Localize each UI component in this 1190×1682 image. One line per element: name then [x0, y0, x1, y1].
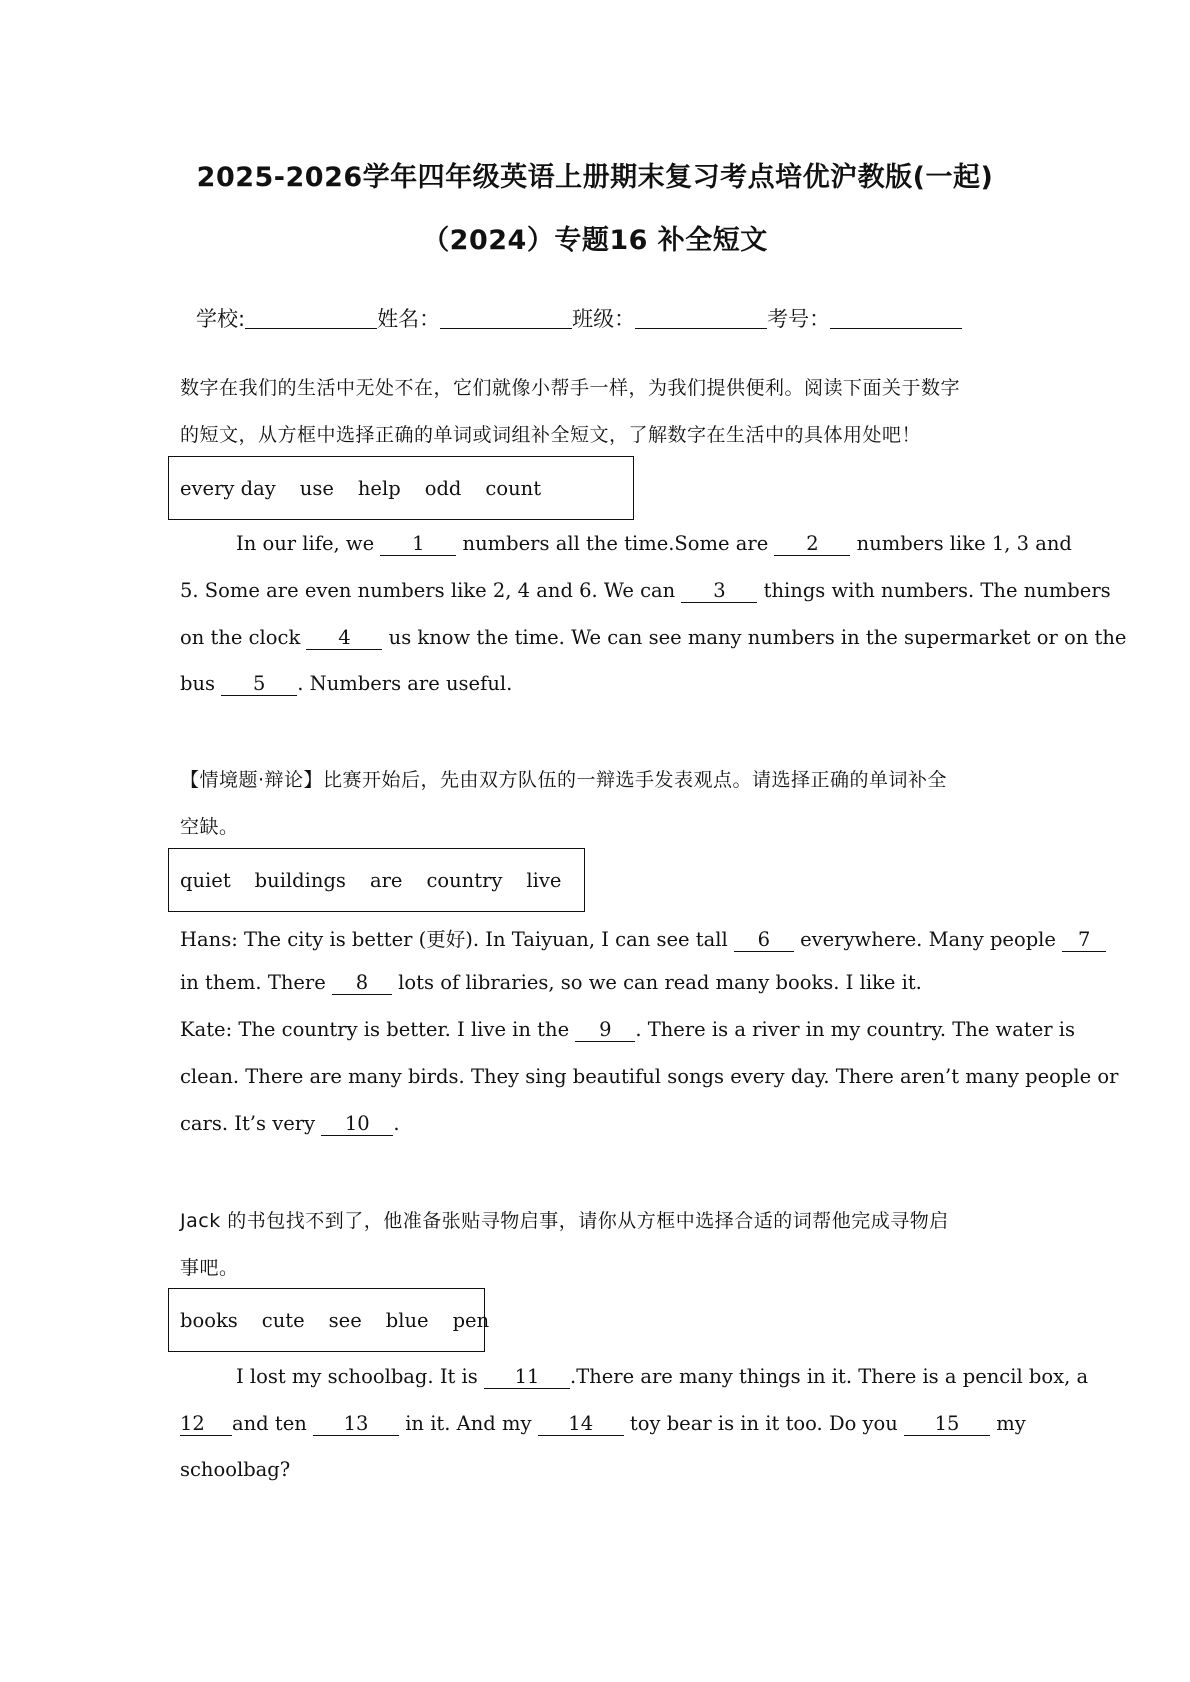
dialogue-line — [180, 1018, 1075, 1042]
passage-text: on the clock — [180, 626, 307, 649]
section1-intro-line1: 数字在我们的生活中无处不在，它们就像小帮手一样，为我们提供便利。阅读下面关于数字 — [180, 377, 961, 399]
passage-text: In our life, we — [236, 532, 381, 555]
passage-text: . There is a river in my country. The water is — [635, 1018, 1075, 1041]
name-label: 姓名： — [377, 307, 441, 331]
blank-8[interactable]: 8 — [332, 972, 392, 995]
blank-13[interactable]: 13 — [313, 1413, 399, 1436]
dialogue-line — [180, 1112, 400, 1136]
passage-text: . Numbers are useful. — [297, 672, 513, 695]
passage-text: things with numbers. The numbers — [757, 579, 1111, 602]
word-bank-item: help — [357, 476, 401, 500]
word-bank-item: are — [369, 868, 403, 892]
word-bank-item: quiet — [180, 868, 231, 892]
word-bank-item: blue — [385, 1308, 429, 1332]
notice-line: schoolbag? — [180, 1458, 291, 1481]
blank-6[interactable]: 6 — [734, 929, 794, 952]
name-field[interactable] — [440, 308, 572, 329]
passage1-line — [180, 579, 1111, 603]
dialogue-line: clean. There are many birds. They sing beautiful songs every day. There aren’t many people or — [180, 1065, 1119, 1088]
section3-intro-line2: 事吧。 — [180, 1257, 239, 1279]
blank-9[interactable]: 9 — [575, 1019, 635, 1042]
school-label: 学校: — [196, 307, 246, 331]
blank-2[interactable]: 2 — [774, 533, 850, 556]
page-title: 2025-2026学年四年级英语上册期末复习考点培优沪教版(一起) — [196, 162, 994, 193]
passage-text: 5. Some are even numbers like 2, 4 and 6. We can — [180, 579, 682, 602]
student-info-row — [196, 303, 962, 333]
school-field[interactable] — [245, 308, 377, 329]
passage1-line — [180, 626, 1126, 650]
exam-no-label: 考号： — [767, 307, 831, 331]
class-field[interactable] — [635, 308, 767, 329]
blank-12[interactable]: 12 — [180, 1413, 232, 1436]
blank-11[interactable]: 11 — [484, 1366, 570, 1389]
passage-text: I lost my schoolbag. It is — [236, 1365, 484, 1388]
passage-text: cars. It’s very — [180, 1112, 322, 1135]
passage-text: us know the time. We can see many numbers in the supermarket or on the — [382, 626, 1127, 649]
blank-15[interactable]: 15 — [904, 1413, 990, 1436]
passage-text: and ten — [232, 1412, 313, 1435]
dialogue-line — [180, 924, 1106, 952]
word-bank-item: pen — [452, 1308, 490, 1332]
passage-text: numbers all the time.Some are — [456, 532, 775, 555]
blank-10[interactable]: 10 — [321, 1113, 393, 1136]
section1-intro-line2: 的短文，从方框中选择正确的单词或词组补全短文，了解数字在生活中的具体用处吧！ — [180, 424, 922, 446]
section2-intro-line2: 空缺。 — [180, 816, 239, 838]
notice-line — [180, 1412, 1026, 1436]
passage-text: toy bear is in it too. Do you — [623, 1412, 905, 1435]
word-bank-1 — [168, 456, 634, 520]
word-bank-item: cute — [261, 1308, 305, 1332]
word-bank-2 — [168, 848, 585, 912]
blank-7[interactable]: 7 — [1062, 929, 1106, 952]
passage1-line — [180, 672, 512, 696]
section2-intro-line1: 【情境题·辩论】比赛开始后，先由双方队伍的一辩选手发表观点。请选择正确的单词补全 — [180, 769, 948, 791]
blank-1[interactable]: 1 — [380, 533, 456, 556]
passage-text: .There are many things in it. There is a pencil box, a — [570, 1365, 1089, 1388]
word-bank-item: count — [485, 476, 542, 500]
passage-text: Kate: The country is better. I live in the — [180, 1018, 576, 1041]
blank-14[interactable]: 14 — [538, 1413, 624, 1436]
blank-5[interactable]: 5 — [221, 673, 297, 696]
passage-text: in it. And my — [399, 1412, 538, 1435]
word-bank-item: odd — [424, 476, 462, 500]
passage-text: bus — [180, 672, 222, 695]
section3-intro-line1: Jack 的书包找不到了，他准备张贴寻物启事，请你从方框中选择合适的词帮他完成寻物启 — [180, 1210, 949, 1232]
class-label: 班级： — [572, 307, 636, 331]
word-bank-3 — [168, 1288, 490, 1352]
word-bank-item: country — [426, 868, 503, 892]
passage-text: . — [393, 1112, 400, 1135]
blank-4[interactable]: 4 — [306, 627, 382, 650]
blank-3[interactable]: 3 — [681, 580, 757, 603]
word-bank-item: every day — [180, 476, 276, 500]
word-bank-item: buildings — [254, 868, 346, 892]
passage-text: my — [990, 1412, 1026, 1435]
passage1-line — [236, 532, 1072, 556]
passage-text: everywhere. Many people — [793, 928, 1063, 951]
page-subtitle: （2024）专题16 补全短文 — [422, 225, 768, 256]
passage-text: in them. There — [180, 971, 332, 994]
word-bank-item: live — [526, 868, 562, 892]
word-bank-item: see — [328, 1308, 362, 1332]
passage-text: lots of libraries, so we can read many books. I like it. — [391, 971, 922, 994]
dialogue-line — [180, 971, 922, 995]
passage-text: numbers like 1, 3 and — [850, 532, 1072, 555]
exam-no-field[interactable] — [830, 308, 962, 329]
notice-line — [236, 1365, 1088, 1389]
word-bank-item: books — [180, 1308, 238, 1332]
word-bank-item: use — [299, 476, 334, 500]
passage-text: Hans: The city is better (更好). In Taiyuan, I can see tall — [180, 928, 734, 951]
